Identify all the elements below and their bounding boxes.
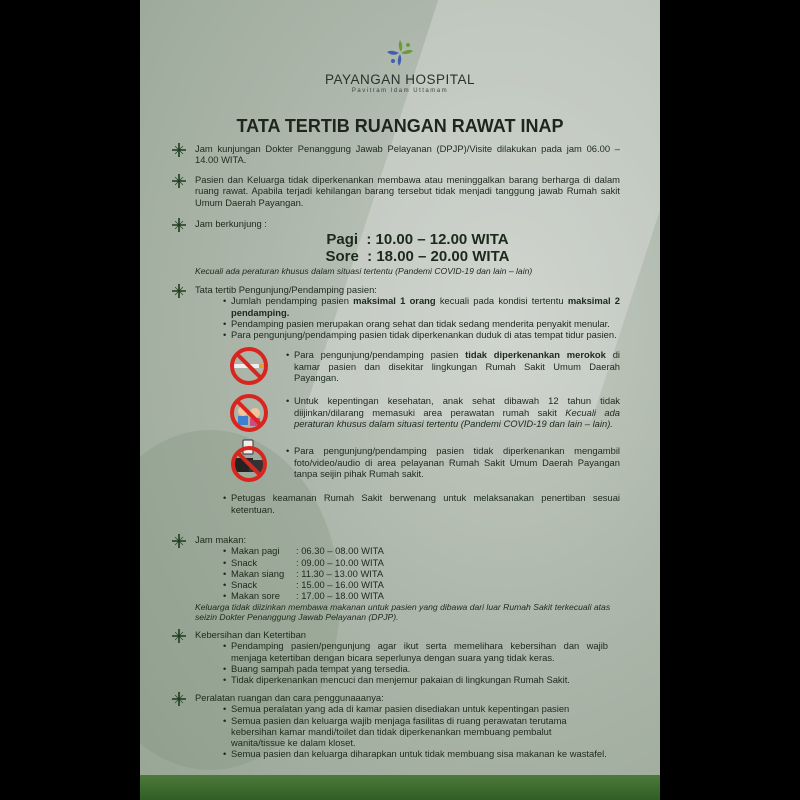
list-item-smoking: • Para pengunjung/pendamping pasien tidak diperkenankan merokok di kamar pasien dan disekitar lingkungan Rumah Sakit Umum Daerah Payangan. <box>287 349 620 389</box>
hospital-name: PAYANGAN HOSPITAL <box>324 72 476 87</box>
list-item: • Semua pasien dan keluarga diharapkan untuk tidak membuang sisa makanan ke wastafel. <box>224 748 608 759</box>
makan-label: Jam makan: <box>195 534 247 545</box>
list-item: • Buang sampah pada tempat yang tersedia. <box>224 663 620 674</box>
sparkle-bullet-icon <box>172 534 186 548</box>
list-item-camera: • Para pengunjung/pendamping pasien tidak diperkenankan mengambil foto/video/audio di area pelayanan Rumah Sakit Umum Daerah Payangan tanpa seijin pihak Rumah sakit. <box>287 445 620 483</box>
list-item: • Jumlah pendamping pasien maksimal 1 orang kecuali pada kondisi tertentu maksimal 2 pendamping. <box>224 295 620 318</box>
no-children-icon <box>229 393 269 433</box>
sparkle-bullet-icon <box>172 143 186 157</box>
section-berkunjung <box>172 218 620 277</box>
berkunjung-label: Jam berkunjung : <box>195 218 267 229</box>
meal-row: • Makan siang : 11.30 – 13.00 WITA <box>224 568 620 579</box>
section-makan <box>172 534 620 623</box>
list-item: • Pendamping pasien merupakan orang sehat dan tidak sedang menderita penyakit menular. <box>224 318 620 329</box>
visit-time-pagi: Pagi : 10.00 – 12.00 WITA <box>326 231 509 249</box>
sparkle-bullet-icon <box>172 174 186 188</box>
list-item: • Semua pasien dan keluarga wajib menjaga fasilitas di ruang perawatan terutama kebersihan kamar mandi/toilet dan tidak diperkenankan membuang pembalut wanita/tissue ke dalam kloset. <box>224 715 608 749</box>
section-barang <box>172 174 620 208</box>
poster <box>140 0 660 800</box>
list-item: • Semua peralatan yang ada di kamar pasien disediakan untuk kepentingan pasien <box>224 703 608 714</box>
sparkle-bullet-icon <box>172 218 186 232</box>
section-dpjp <box>172 143 620 166</box>
list-item: • Tidak diperkenankan mencuci dan menjemur pakaian di lingkungan Rumah Sakit. <box>224 674 620 685</box>
meal-row: • Makan pagi : 06.30 – 08.00 WITA <box>224 545 620 556</box>
list-item: • Pendamping pasien/pengunjung agar ikut serta memelihara kebersihan dan wajib menjaga ketertiban dengan bicara seperlunya dengan suara yang tidak keras. <box>224 640 608 663</box>
hospital-tagline: Pavitram Idam Uttamam <box>351 88 449 94</box>
meal-row: • Snack : 15.00 – 16.00 WITA <box>224 579 620 590</box>
barang-text: Pasien dan Keluarga tidak diperkenankan membawa atau meninggalkan barang berharga di dalam ruang rawat. Apabila terjadi kehilangan barang tersebut tidak menjadi tanggung jawab Rumah sakit Umum Daerah Payangan. <box>195 174 620 208</box>
meal-row: • Makan sore : 17.00 – 18.00 WITA <box>224 590 620 601</box>
section-peralatan <box>172 692 620 760</box>
makan-note: Keluarga tidak diizinkan membawa makanan untuk pasien yang dibawa dari luar Rumah Sakit terkecuali atas seizin Dokter Penanggung Jawab Pelayanan (DPJP). <box>195 601 611 623</box>
footer-bar <box>140 775 660 800</box>
meal-row: • Snack : 09.00 – 10.00 WITA <box>224 557 620 568</box>
pengunjung-label: Tata tertib Pengunjung/Pendamping pasien: <box>195 284 377 295</box>
visit-note: Kecuali ada peraturan khusus dalam situasi tertentu (Pandemi COVID-19 dan lain – lain) <box>195 266 533 277</box>
dpjp-text: Jam kunjungan Dokter Penanggung Jawab Pelayanan (DPJP)/Visite dilakukan pada jam 06.00 – 14.00 WITA. <box>195 143 620 166</box>
page-title: TATA TERTIB RUANGAN RAWAT INAP <box>236 116 564 136</box>
no-camera-icon <box>229 438 269 482</box>
kebersihan-label: Kebersihan dan Ketertiban <box>195 629 307 640</box>
section-pengunjung <box>172 284 620 515</box>
no-smoking-icon <box>229 346 269 386</box>
section-kebersihan <box>172 629 620 685</box>
visit-time-sore: Sore : 18.00 – 20.00 WITA <box>325 248 510 266</box>
list-item: • Para pengunjung/pendamping pasien tidak diperkenankan duduk di atas tempat tidur pasien. <box>224 329 620 340</box>
hospital-logo-icon <box>385 38 415 68</box>
peralatan-label: Peralatan ruangan dan cara penggunaaanya: <box>195 692 384 703</box>
sparkle-bullet-icon <box>172 284 186 298</box>
sparkle-bullet-icon <box>172 692 186 706</box>
sparkle-bullet-icon <box>172 629 186 643</box>
list-item-children: • Untuk kepentingan kesehatan, anak sehat dibawah 12 tahun tidak diijinkan/dilarang memasuki area perawatan rumah sakit Kecuali ada peraturan khusus dalam situasi tertentu (Pandemi COVID-19 dan lain – lain). <box>287 395 620 439</box>
list-item: • Petugas keamanan Rumah Sakit berwenang untuk melaksanakan penertiban sesuai ketentuan. <box>224 492 620 515</box>
